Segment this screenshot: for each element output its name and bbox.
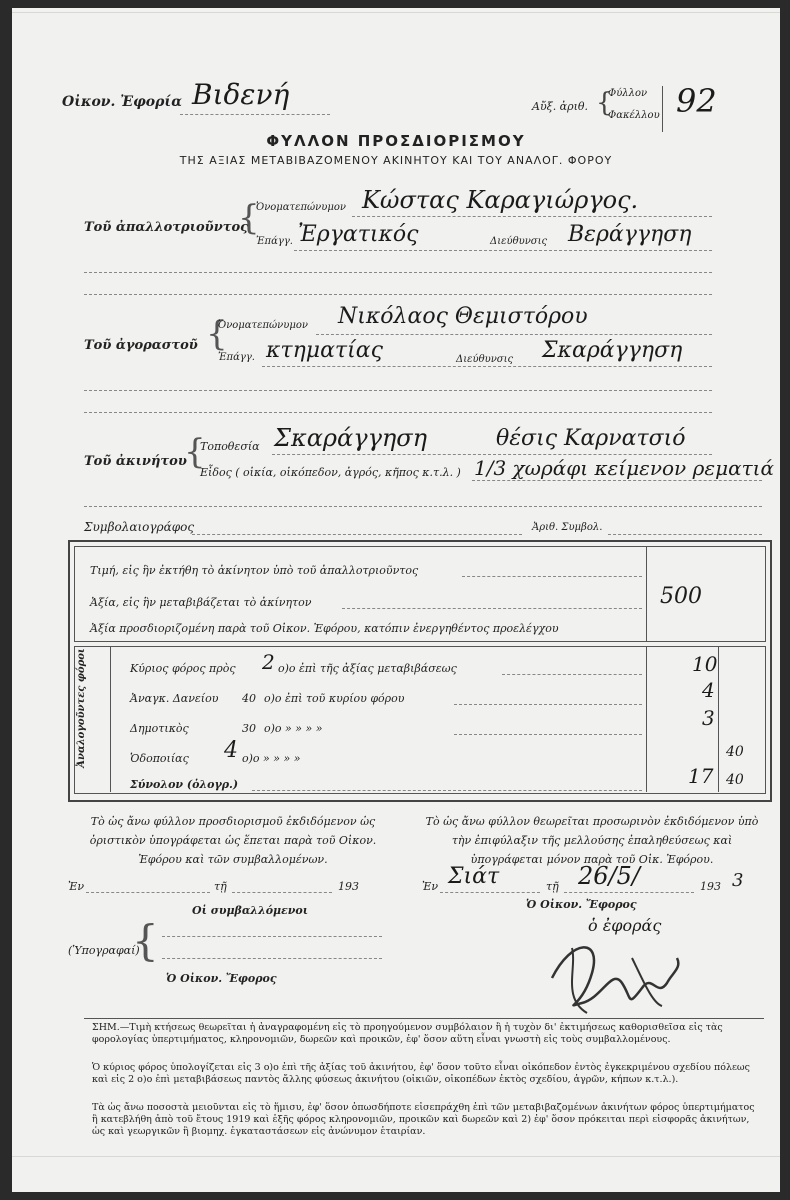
form-subtitle: ΤΗΣ ΑΞΙΑΣ ΜΕΤΑΒΙΒΑΖΟΜΕΝΟΥ ΑΚΙΝΗΤΟΥ ΚΑΙ ΤΟΥ ΑΝΑΛΟΓ. ΦΟΡΟΥ (179, 154, 613, 167)
right-date-value: 26/5/ (578, 862, 640, 890)
folder-label: Φακέλλου (608, 110, 660, 121)
definitive-text: Τὸ ὡς ἄνω φύλλον προσδιορισμοῦ ἐκδιδόμενον ὡς ὁριστικὸν ὑπογράφεται ὡς ἕπεται παρὰ τοῦ Οἰκον. Ἐφόρου καὶ τῶν συμβαλλομένων. (89, 815, 377, 866)
provisional-text: Τὸ ὡς ἄνω φύλλον θεωρεῖται προσωρινὸν ἐκδιδόμενον ὑπὸ τὴν ἐπιφύλαξιν τῆς μελλούσης ἐπαληθεύσεως καὶ ὑπογράφεται μόνον παρὰ τοῦ Οἰκ. Ἐφόρου. (425, 815, 759, 866)
value-row-value: 500 (660, 584, 702, 609)
left-en-label: Ἐν (68, 880, 85, 893)
tax-row-rate: 30 (242, 722, 256, 735)
tax-row-suffix: ο)ο » » » » (242, 752, 301, 765)
tax-row-label: Ἀναγκ. Δανείου (130, 692, 219, 705)
notary-number-label: Ἀριθ. Συμβολ. (532, 522, 603, 533)
right-year-digit: 3 (732, 870, 744, 891)
seller-address-label: Διεύθυνσις (490, 236, 548, 247)
buyer-address-value: Σκαράγγηση (542, 338, 683, 363)
right-place-value: Σιάτ (448, 864, 500, 889)
parties-label: Οἱ συμβαλλόμενοι (192, 904, 309, 917)
seller-name-value: Κώστας Καραγιώργος. (362, 186, 639, 214)
officer-signature (532, 928, 692, 1018)
office-label: Οἰκον. Ἐφορία (62, 94, 182, 110)
tax-row-suffix: ο)ο ἐπὶ τοῦ κυρίου φόρου (264, 692, 405, 705)
buyer-name-label: Ὀνοματεπώνυμον (218, 320, 308, 331)
signatures-label: (Ὑπογραφαί) (68, 944, 140, 957)
aux-number-label: Αὔξ. ἀριθ. (532, 100, 589, 113)
seller-profession-value: Ἐργατικός (298, 222, 419, 247)
tax-row-label: Δημοτικὸς (130, 722, 189, 735)
footnote-1: ΣΗΜ.—Τιμὴ κτήσεως θεωρεῖται ἡ ἀναγραφομένη εἰς τὸ προηγούμενον συμβόλαιον ἢ ἡ τυχὸν δι' ἐκτιμήσεως καθορισθεῖσα εἰς τὰς φορολογίας ὑπερτιμήματος, κληρονομιῶν, δωρεῶν καὶ προικῶν, ἐφ' ὅσον αὕτη εἶναι γνωστὴ εἰς τοὺς συμβαλλομένους. (92, 1022, 723, 1045)
tax-row-value: 3 (702, 706, 715, 730)
tax-row-rate: 40 (242, 692, 256, 705)
seller-address-value: Βεράγγηση (568, 222, 692, 247)
buyer-profession-value: κτηματίας (266, 338, 383, 363)
notary-label: Συμβολαιογράφος (84, 520, 195, 534)
property-location-value: Σκαράγγηση (274, 424, 428, 452)
value-row-label: Ἀξία, εἰς ἣν μεταβιβάζεται τὸ ἀκίνητον (90, 596, 312, 609)
property-section-label: Τοῦ ἀκινήτου (84, 454, 187, 469)
right-year-label: 193 (700, 880, 721, 893)
tax-total-cents: 40 (726, 772, 744, 788)
tax-total-label: Σύνολον (ὁλογρ.) (130, 778, 239, 791)
tax-row-suffix: ο)ο ἐπὶ τῆς ἀξίας μεταβιβάσεως (278, 662, 457, 675)
officer-handwritten-title: ὁ ἐφοράς (588, 916, 662, 935)
tax-row-label: Κύριος φόρος πρὸς (130, 662, 236, 675)
right-en-label: Ἐν (422, 880, 439, 893)
tax-row-label: Ὁδοποιίας (130, 752, 189, 765)
footnote-2: Ὁ κύριος φόρος ὑπολογίζεται εἰς 3 ο)ο ἐπὶ τῆς ἀξίας τοῦ ἀκινήτου, ἐφ' ὅσον τοῦτο εἶναι οἰκόπεδον ἐντὸς ἐγκεκριμένου σχεδίου πόλεως καὶ εἰς 2 ο)ο ἐπὶ μεταβιβάσεως παντὸς ἄλλης φύσεως ἀκινήτου (οἰκιῶν, οἰκοπέδων ἐκτὸς σχεδίου, ἀγρῶν, κήπων κ.τ.λ.). (92, 1062, 750, 1085)
tax-row-value: 10 (692, 652, 718, 676)
left-year-label: 193 (338, 880, 359, 893)
footnote-3: Τὰ ὡς ἄνω ποσοστὰ μειοῦνται εἰς τὸ ἥμισυ, ἐφ' ὅσον ὁπωσδήποτε εἰσεπράχθη ἐπὶ τῶν μεταβιβαζομένων ἀκινήτων φόρος ὑπερτιμήματος ἢ κατεβλήθη ἀπὸ τοῦ ἔτους 1919 καὶ ἑξῆς φόρος κληρονομιῶν, προικῶν καὶ δωρεῶν καὶ 2) ἐφ' ὅσον πρόκειται περὶ εἰσφορᾶς ἀκινήτων, ὡς καὶ γεωργικῶν ἢ βιομηχ. ἐγκαταστάσεων εἰς ἀνώνυμον ἑταιρίαν. (92, 1102, 755, 1137)
property-location-label: Τοποθεσία (200, 440, 260, 453)
property-location-extra: θέσις Καρνατσιό (496, 426, 686, 451)
buyer-address-label: Διεύθυνσις (456, 354, 514, 365)
seller-section-label: Τοῦ ἀπαλλοτριοῦντος (84, 220, 249, 235)
sheet-label: Φύλλον (608, 88, 648, 99)
left-day-label: τῇ (214, 880, 227, 893)
buyer-section-label: Τοῦ ἀγοραστοῦ (84, 338, 198, 353)
value-row-label: Τιμή, εἰς ἣν ἐκτήθη τὸ ἀκίνητον ὑπὸ τοῦ ἀπαλλοτριοῦντος (90, 564, 419, 577)
tax-row-rate: 4 (224, 738, 238, 763)
value-row-label: Ἀξία προσδιοριζομένη παρὰ τοῦ Οἰκον. Ἐφόρου, κατόπιν ἐνεργηθέντος προελέγχου (90, 622, 559, 635)
property-type-label: Εἶδος ( οἰκία, οἰκόπεδον, ἀγρός, κῆπος κ.τ.λ. ) (200, 466, 461, 479)
buyer-profession-label: Ἐπάγγ. (218, 352, 255, 363)
right-officer-label: Ὁ Οἰκον. Ἔφορος (526, 898, 637, 911)
form-title: ΦΥΛΛΟΝ ΠΡΟΣΔΙΟΡΙΣΜΟΥ (266, 132, 526, 150)
tax-row-cents: 40 (726, 744, 744, 760)
buyer-name-value: Νικόλαος Θεμιστόρου (338, 304, 588, 329)
property-type-value: 1/3 χωράφι κείμενον ρεματιά (474, 456, 774, 480)
right-day-label: τῇ (546, 880, 559, 893)
tax-row-suffix: ο)ο » » » » (264, 722, 323, 735)
taxes-side-label: Ἀναλογοῦντες φόροι (76, 648, 87, 768)
tax-row-value: 4 (702, 678, 715, 702)
tax-row-rate: 2 (262, 650, 275, 674)
seller-profession-label: Ἐπάγγ. (256, 236, 293, 247)
sheet-number: 92 (676, 82, 717, 120)
tax-total-value: 17 (688, 764, 714, 788)
office-value: Βιδενή (192, 78, 290, 111)
seller-name-label: Ὀνοματεπώνυμον (256, 202, 346, 213)
document-sheet: Οἰκον. Ἐφορία Βιδενή Αὔξ. ἀριθ. { Φύλλον Φακέλλου 92 ΦΥΛΛΟΝ ΠΡΟΣΔΙΟΡΙΣΜΟΥ ΤΗΣ ΑΞΙΑΣ ΜΕΤΑΒΙΒΑΖΟΜΕΝΟΥ ΑΚΙΝΗΤΟΥ ΚΑΙ ΤΟΥ ΑΝΑΛΟΓ. ΦΟΡΟΥ Τοῦ ἀπαλλοτριοῦντος { Ὀνοματεπώνυμον Κώστας Καραγιώργος. Ἐπάγγ. Ἐργατικός Διεύθυνσις Βεράγγηση Τοῦ ἀγοραστοῦ { Ὀνοματεπώνυμον Νικόλαος Θεμιστόρου Ἐπάγγ. κτηματίας Διεύθυνσις Σκαράγγηση Τοῦ ἀκινήτου { Τοποθεσία Σκαράγγηση θέσις Καρνατσιό Εἶδος ( οἰκία, οἰκόπεδον, ἀγρός, κῆπος κ.τ.λ. ) 1/3 χωράφι κείμενον ρεματιά Συμβολαιογράφος Ἀριθ. Συμβολ. Τιμή, εἰς ἣν ἐκτήθη τὸ ἀκίνητον ὑπὸ τοῦ ἀπαλλοτριοῦντος Ἀξία, εἰς ἣν μεταβιβάζεται τὸ ἀκίνητον 500 Ἀξία προσδιοριζομένη παρὰ τοῦ Οἰκον. Ἐφόρου, κατόπιν ἐνεργηθέντος προελέγχου Ἀναλογοῦντες φόροι Κύριος φόρος πρὸς 2 ο)ο ἐπὶ τῆς ἀξίας μεταβιβάσεως 10 Ἀναγκ. Δανείου 40 ο)ο ἐπὶ τοῦ κυρίου φόρου 4 Δημοτικὸς 30 ο)ο » » » » 3 Ὁδοποιίας 4 ο)ο » » » » 40 Σύνολον (ὁλογρ.) 17 40 Τὸ ὡς ἄνω φύλλον προσδιορισμοῦ ἐκδιδόμενον ὡς ὁριστικὸν ὑπογράφεται ὡς ἕπεται παρὰ τοῦ Οἰκον. Ἐφόρου καὶ τῶν συμβαλλομένων. Ἐν τῇ 193 Οἱ συμβαλλόμενοι { (Ὑπογραφαί) Ὁ Οἰκον. Ἔφορος Τὸ ὡς ἄνω φύλλον θεωρεῖται προσωρινὸν ἐκδιδόμενον ὑπὸ τὴν ἐπιφύλαξιν τῆς μελλούσης ἐπαληθεύσεως καὶ ὑπογράφεται μόνον παρὰ τοῦ Οἰκ. Ἐφόρου. Ἐν Σιάτ τῇ 26/5/ 193 3 Ὁ Οἰκον. Ἔφορος ὁ ἐφοράς ΣΗΜ.—Τιμὴ κτήσεως θεωρεῖται ἡ ἀναγραφομένη εἰς τὸ προηγούμενον συμβόλαιον ἢ ἡ τυχὸν δι' ἐκτιμήσεως καθορισθεῖσα εἰς τὰς φορολογίας ὑπερτιμήματος, κληρονομιῶν, δωρεῶν καὶ προικῶν, ἐφ' ὅσον αὕτη εἶναι γνωστὴ εἰς τοὺς συμβαλλομένους. Ὁ κύριος φόρος ὑπολογίζεται εἰς 3 ο)ο ἐπὶ τῆς ἀξίας τοῦ ἀκινήτου, ἐφ' ὅσον τοῦτο εἶναι οἰκόπεδον ἐντὸς ἐγκεκριμένου σχεδίου πόλεως καὶ εἰς 2 ο)ο ἐπὶ μεταβιβάσεως παντὸς ἄλλης φύσεως ἀκινήτου (οἰκιῶν, οἰκοπέδων ἐκτὸς σχεδίου, ἀγρῶν, κήπων κ.τ.λ.). Τὰ ὡς ἄνω ποσοστὰ μειοῦνται εἰς τὸ ἥμισυ, ἐφ' ὅσον ὁπωσδήποτε εἰσεπράχθη ἐπὶ τῶν μεταβιβαζομένων ἀκινήτων φόρος ὑπερτιμήματος ἢ κατεβλήθη ἀπὸ τοῦ ἔτους 1919 καὶ ἑξῆς φόρος κληρονομιῶν, προικῶν καὶ δωρεῶν καὶ 2) ἐφ' ὅσον πρόκειται περὶ εἰσφορᾶς ἀκινήτων, ὡς καὶ γεωργικῶν ἢ βιομηχ. ἐγκαταστάσεων εἰς ἀνώνυμον ἑταιρίαν. (12, 8, 780, 1192)
left-officer-label: Ὁ Οἰκον. Ἔφορος (166, 972, 277, 985)
